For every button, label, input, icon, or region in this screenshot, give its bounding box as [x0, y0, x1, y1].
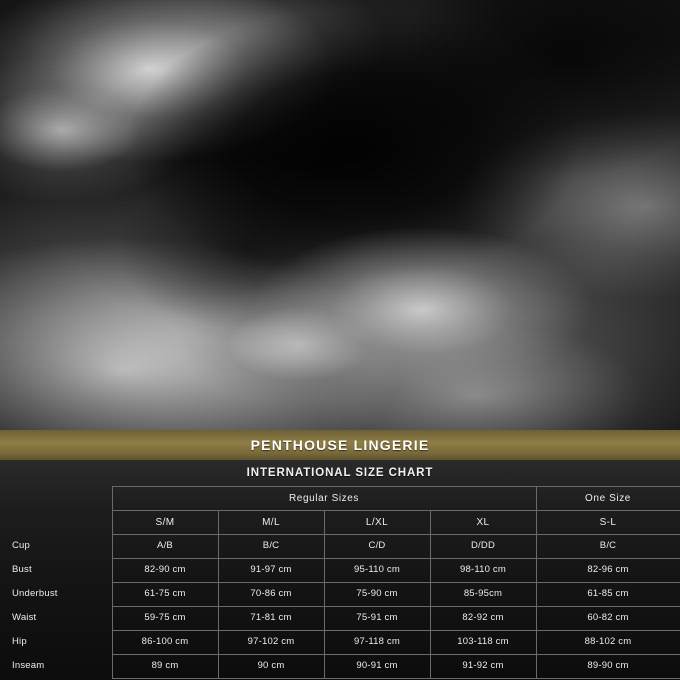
cell-underbust-xl: 85-95cm [430, 583, 536, 607]
cell-cup-sm: A/B [112, 535, 218, 559]
cell-cup-ml: B/C [218, 535, 324, 559]
cell-hip-sm: 86-100 cm [112, 631, 218, 655]
cell-waist-sl: 60-82 cm [536, 607, 680, 631]
size-chart-table [0, 486, 680, 679]
row-label-bust: Bust [12, 564, 32, 576]
group-header-regular: Regular Sizes [112, 487, 536, 511]
table-size-header-row [0, 511, 680, 535]
row-label-underbust: Underbust [12, 588, 58, 600]
size-header-sl: S-L [536, 511, 680, 535]
table-row-cup [0, 535, 680, 559]
cell-inseam-sm: 89 cm [112, 655, 218, 679]
row-label-inseam: Inseam [12, 660, 45, 672]
group-header-spacer [0, 487, 112, 511]
table-row-inseam [0, 655, 680, 679]
brand-bar [0, 430, 680, 460]
cell-cup-xl: D/DD [430, 535, 536, 559]
size-header-sm: S/M [112, 511, 218, 535]
row-label-hip: Hip [12, 636, 27, 648]
table-row-underbust [0, 583, 680, 607]
cell-underbust-ml: 70-86 cm [218, 583, 324, 607]
cell-inseam-ml: 90 cm [218, 655, 324, 679]
cell-waist-sm: 59-75 cm [112, 607, 218, 631]
cell-bust-sm: 82-90 cm [112, 559, 218, 583]
cell-underbust-lxl: 75-90 cm [324, 583, 430, 607]
cell-inseam-xl: 91-92 cm [430, 655, 536, 679]
cell-waist-ml: 71-81 cm [218, 607, 324, 631]
size-header-spacer [0, 511, 112, 535]
cell-bust-xl: 98-110 cm [430, 559, 536, 583]
group-header-one-size: One Size [536, 487, 680, 511]
cell-waist-lxl: 75-91 cm [324, 607, 430, 631]
cell-waist-xl: 82-92 cm [430, 607, 536, 631]
size-chart-section [0, 460, 680, 680]
brand-title: PENTHOUSE LINGERIE [250, 437, 430, 453]
row-label-waist: Waist [12, 612, 37, 624]
table-group-header-row [0, 487, 680, 511]
cell-inseam-lxl: 90-91 cm [324, 655, 430, 679]
table-row-bust [0, 559, 680, 583]
size-header-lxl: L/XL [324, 511, 430, 535]
table-row-hip [0, 631, 680, 655]
cell-bust-ml: 91-97 cm [218, 559, 324, 583]
cell-underbust-sl: 61-85 cm [536, 583, 680, 607]
cell-hip-ml: 97-102 cm [218, 631, 324, 655]
cell-underbust-sm: 61-75 cm [112, 583, 218, 607]
cell-hip-lxl: 97-118 cm [324, 631, 430, 655]
table-row-waist [0, 607, 680, 631]
cell-cup-sl: B/C [536, 535, 680, 559]
chart-heading: INTERNATIONAL SIZE CHART [246, 467, 434, 479]
cell-hip-xl: 103-118 cm [430, 631, 536, 655]
row-label-cup: Cup [12, 540, 31, 552]
size-header-ml: M/L [218, 511, 324, 535]
cell-bust-lxl: 95-110 cm [324, 559, 430, 583]
cell-inseam-sl: 89-90 cm [536, 655, 680, 679]
size-header-xl: XL [430, 511, 536, 535]
cell-bust-sl: 82-96 cm [536, 559, 680, 583]
cell-hip-sl: 88-102 cm [536, 631, 680, 655]
cell-cup-lxl: C/D [324, 535, 430, 559]
